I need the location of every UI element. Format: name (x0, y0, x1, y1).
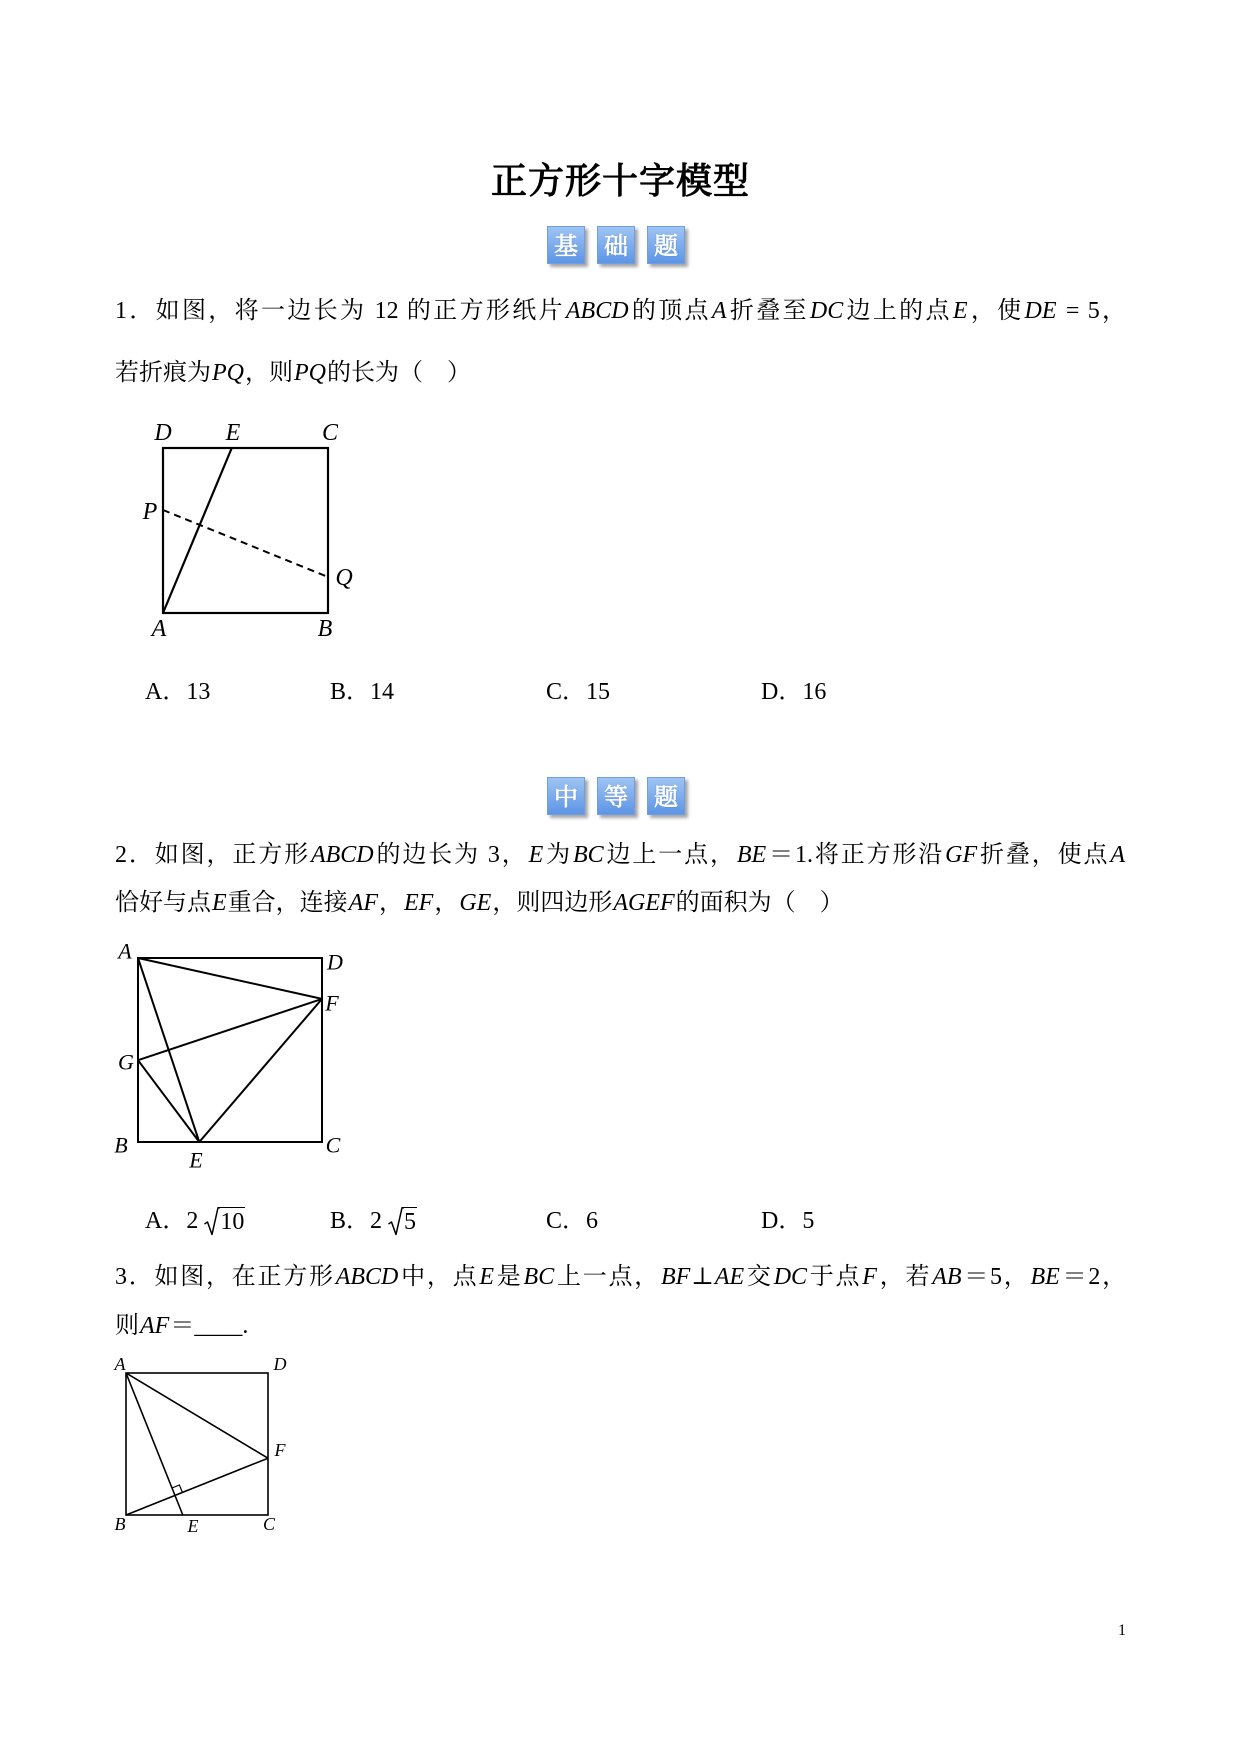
text-run: 中，点 (399, 1264, 479, 1290)
text-run: 折叠，使点 (978, 842, 1110, 868)
segment-ae (126, 1373, 183, 1515)
label-c: C (325, 1132, 341, 1158)
text-run: ＝1.将正方形沿 (767, 842, 945, 868)
problem-1-figure (110, 405, 370, 650)
label-e: E (225, 420, 241, 446)
label-d: D (154, 420, 172, 446)
radicand: 10 (220, 1209, 245, 1235)
label-a: A (114, 1354, 126, 1374)
label-g: G (118, 1049, 134, 1075)
math-variable: AB (932, 1264, 962, 1290)
segment-af (138, 958, 322, 999)
label-a: A (118, 938, 132, 964)
text-run: 的长为（ ） (327, 360, 471, 386)
problem-2-line-2 (115, 886, 1126, 920)
label-d: D (273, 1354, 287, 1374)
math-variable: BE (736, 842, 767, 868)
text-run: 的边长为 3， (374, 842, 528, 868)
text-run: 边上的点 (844, 298, 952, 324)
choice-value: 13 (186, 679, 211, 705)
math-variable: E (952, 298, 968, 324)
math-variable: AE (714, 1264, 745, 1290)
radicand: 5 (404, 1209, 417, 1235)
math-variable: AGEF (613, 890, 675, 916)
math-variable: BE (1030, 1264, 1060, 1290)
choice-letter: D． (761, 1208, 803, 1234)
math-variable: GE (459, 890, 492, 916)
choice-letter: C． (546, 679, 587, 705)
choice-d (761, 1204, 814, 1238)
badge-char: 题 (647, 777, 685, 815)
math-variable: ABCD (565, 298, 629, 324)
label-e: E (189, 1147, 203, 1173)
math-variable: E (528, 842, 544, 868)
text-run: 2．如图，正方形 (115, 842, 310, 868)
text-run: ，使 (968, 298, 1024, 324)
segment-ge (138, 1060, 199, 1142)
math-variable: A (711, 298, 727, 324)
choice-value: 5 (802, 1208, 815, 1234)
choice-coefficient: 2 (186, 1208, 199, 1234)
label-b: B (114, 1514, 126, 1534)
section-badge-medium (547, 777, 685, 815)
math-variable: ABCD (335, 1264, 399, 1290)
choice-value: 16 (802, 679, 827, 705)
square-abcd (163, 448, 328, 613)
label-p: P (142, 499, 158, 525)
choice-c (546, 1204, 598, 1238)
choice-b (330, 675, 394, 709)
text-run: = 5， (1057, 298, 1127, 324)
math-variable: E (212, 890, 227, 916)
text-run: 3．如图，在正方形 (115, 1264, 335, 1290)
text-run: ，则四边形 (492, 890, 613, 916)
radical-sign-icon (204, 1207, 220, 1236)
math-variable: AF (348, 890, 378, 916)
segment-gf (138, 999, 322, 1060)
label-b: B (317, 616, 333, 642)
text-run: 恰好与点 (115, 890, 211, 916)
math-variable: PQ (294, 360, 326, 386)
math-variable: A (1110, 842, 1126, 868)
label-a: A (151, 616, 167, 642)
label-c: C (262, 1514, 276, 1534)
text-run: ⊥ (691, 1264, 714, 1290)
square-root (388, 1207, 417, 1236)
badge-char: 题 (647, 226, 685, 264)
label-f: F (325, 990, 339, 1016)
text-run: ，若 (877, 1264, 932, 1290)
text-run: 若折痕为 (115, 360, 211, 386)
text-run: 上一点， (555, 1264, 660, 1290)
problem-1-line-2 (115, 356, 1126, 390)
problem-1-line-1 (115, 294, 1126, 328)
label-b: B (114, 1132, 128, 1158)
badge-char: 等 (597, 777, 635, 815)
text-run: 是 (495, 1264, 523, 1290)
choice-value: 14 (370, 679, 395, 705)
text-run: ，则 (245, 360, 293, 386)
segment-bf (126, 1458, 268, 1515)
segment-af (126, 1373, 268, 1458)
text-run: 于点 (808, 1264, 862, 1290)
math-variable: GF (945, 842, 978, 868)
choice-value: 6 (586, 1208, 599, 1234)
section-badge-basic (547, 226, 685, 264)
choice-a (145, 675, 210, 709)
choice-b (330, 1204, 417, 1238)
choice-letter: B． (330, 1208, 371, 1234)
problem-3-line-2 (115, 1309, 1126, 1343)
math-variable: BC (573, 842, 604, 868)
choice-c (546, 675, 610, 709)
choice-value: 15 (586, 679, 611, 705)
choice-letter: B． (330, 679, 371, 705)
math-variable: BC (523, 1264, 555, 1290)
text-run: 的面积为（ ） (675, 890, 844, 916)
text-run: 折叠至 (727, 298, 809, 324)
label-c: C (321, 420, 339, 446)
text-run: 则 (115, 1313, 139, 1339)
math-variable: DE (1024, 298, 1057, 324)
math-variable: E (479, 1264, 495, 1290)
badge-char: 基 (547, 226, 585, 264)
text-run: 边上一点， (604, 842, 736, 868)
problem-2-figure (100, 930, 360, 1180)
label-d: D (327, 949, 343, 975)
text-run: 为 (544, 842, 572, 868)
math-variable: F (862, 1264, 877, 1290)
problem-3-figure (100, 1350, 300, 1545)
choice-letter: C． (546, 1208, 587, 1234)
label-q: Q (335, 565, 353, 591)
text-run: ＝2， (1060, 1264, 1127, 1290)
text-run: 的顶点 (629, 298, 711, 324)
choice-letter: A． (145, 679, 187, 705)
square-abcd (126, 1373, 268, 1515)
fold-line-pq (163, 510, 328, 577)
badge-char: 础 (597, 226, 635, 264)
badge-char: 中 (547, 777, 585, 815)
problem-2-line-1 (115, 838, 1126, 872)
text-run: ＝5， (962, 1264, 1030, 1290)
radical-sign-icon (388, 1207, 404, 1236)
label-e: E (187, 1516, 199, 1536)
math-variable: BF (660, 1264, 691, 1290)
math-variable: DC (809, 298, 844, 324)
math-variable: PQ (212, 360, 244, 386)
choice-letter: A． (145, 1208, 187, 1234)
text-run: 交 (745, 1264, 773, 1290)
choice-a (145, 1204, 245, 1238)
label-f: F (274, 1440, 286, 1460)
problem-3-line-1 (115, 1260, 1126, 1294)
choice-letter: D． (761, 679, 803, 705)
text-run: 重合，连接 (227, 890, 348, 916)
text-run: ＝____. (170, 1313, 249, 1339)
text-run: 1．如图，将一边长为 12 的正方形纸片 (115, 298, 565, 324)
math-variable: AF (140, 1313, 170, 1339)
choice-coefficient: 2 (370, 1208, 383, 1234)
page-number: 1 (1118, 1622, 1126, 1639)
math-variable: EF (404, 890, 434, 916)
square-root (204, 1207, 245, 1236)
choice-d (761, 675, 826, 709)
page-title: 正方形十字模型 (490, 161, 750, 201)
segment-ae (163, 448, 232, 613)
math-variable: ABCD (310, 842, 374, 868)
text-run: ， (379, 890, 403, 916)
math-variable: DC (773, 1264, 808, 1290)
text-run: ， (434, 890, 459, 916)
